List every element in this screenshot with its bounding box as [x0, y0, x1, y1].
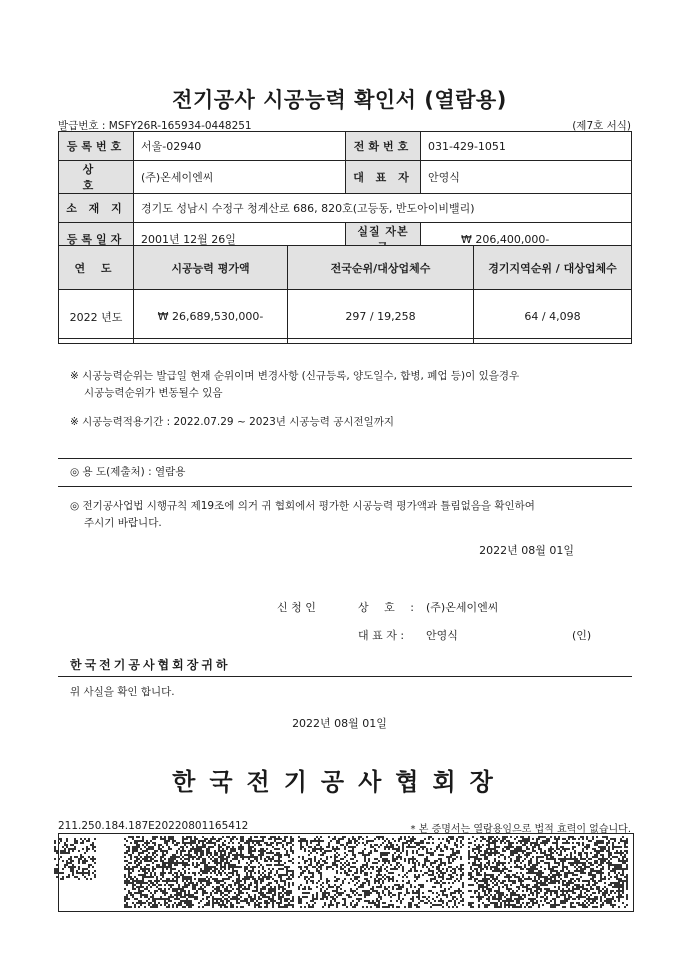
rank-header-amount: 시공능력 평가액 [134, 246, 288, 290]
reg-no-label: 등록번호 [59, 132, 134, 161]
phone-value: 031-429-1051 [421, 132, 632, 161]
rank-header-year: 연 도 [59, 246, 134, 290]
note-line: 시공능력순위가 변동될수 있음 [84, 387, 223, 399]
request-line: 주시기 바랍니다. [84, 517, 162, 529]
divider [58, 676, 632, 677]
capital-value: ₩ 206,400,000- [421, 223, 632, 256]
pdf417-code-3 [468, 836, 628, 908]
note-rank-change [70, 368, 519, 402]
info-row [59, 194, 632, 223]
pdf417-code-1 [124, 836, 294, 908]
rank-year: 2022 년도 [59, 290, 134, 344]
form-number: (제7호 서식) [572, 120, 631, 132]
phone-label: 전화번호 [346, 132, 421, 161]
divider [58, 338, 632, 339]
applicant-ceo-label: 대 표 자 : [358, 629, 405, 642]
purpose-text: ◎ 용 도(제출처) : 열람용 [70, 466, 186, 478]
company-value: (주)온세이엔씨 [134, 161, 346, 194]
note-line: ※ 시공능력순위는 발급일 현재 순위이며 변경사항 (신규등록, 양도일수, 합병, 폐업 등)이 있을경우 [70, 370, 520, 382]
rank-header-row [59, 246, 632, 290]
applicant-company-value: (주)온세이엔씨 [426, 601, 499, 614]
applicant-ceo-value: 안영식 [426, 629, 458, 642]
capital-label: 실질 자본 [346, 223, 421, 256]
applicant-label: 신 청 인 [277, 601, 316, 614]
rank-amount: ₩ 26,689,530,000- [134, 290, 288, 344]
reg-no-value: 서울-02940 [134, 132, 346, 161]
info-row [59, 161, 632, 194]
issuer-ip: 211.250.184.187E20220801165412 [58, 820, 249, 832]
address-label: 소 재 지 [59, 194, 134, 223]
reg-date-label: 등록일자 [59, 223, 134, 256]
note-apply-period: ※ 시공능력적용기간 : 2022.07.29 ~ 2023년 시공능력 공시전일까지 [70, 416, 395, 428]
company-info-table [58, 131, 632, 256]
info-row [59, 132, 632, 161]
ceo-label: 대 표 자 [346, 161, 421, 194]
rank-header-national: 전국순위/대상업체수 [288, 246, 474, 290]
reg-date-value: 2001년 12월 26일 [134, 223, 346, 256]
association-president: 한국전기공사협회장 [172, 768, 507, 796]
request-date: 2022년 08월 01일 [479, 544, 574, 557]
seal-mark: (인) [572, 629, 592, 642]
address-value: 경기도 성남시 수정구 청계산로 686, 820호(고등동, 반도아이비밸리) [134, 194, 632, 223]
rank-national: 297 / 19,258 [288, 290, 474, 344]
confirm-text: 위 사실을 확인 합니다. [70, 686, 175, 698]
divider [58, 458, 632, 459]
addressee: 한국전기공사협회장귀하 [70, 658, 231, 672]
construction-rank-table [58, 245, 632, 344]
applicant-company-label: 상 호 : [358, 601, 420, 614]
qr-code-icon [54, 838, 96, 880]
table-row [59, 290, 632, 344]
company-label: 상 호 [59, 161, 134, 194]
issue-number: 발급번호 : MSFY26R-165934-0448251 [58, 120, 252, 132]
ceo-value: 안영식 [421, 161, 632, 194]
request-text [70, 498, 535, 532]
rank-regional: 64 / 4,098 [474, 290, 632, 344]
rank-header-regional: 경기지역순위 / 대상업체수 [474, 246, 632, 290]
disclaimer: * 본 증명서는 열람용임으로 법적 효력이 없습니다. [410, 824, 631, 835]
divider [58, 486, 632, 487]
document-title: 전기공사 시공능력 확인서 (열람용) [172, 88, 507, 112]
confirm-date: 2022년 08월 01일 [292, 717, 387, 730]
request-line: ◎ 전기공사업법 시행규칙 제19조에 의거 귀 협회에서 평가한 시공능력 평가액과 틀림없음을 확인하여 [70, 500, 535, 512]
pdf417-code-2 [298, 836, 464, 908]
